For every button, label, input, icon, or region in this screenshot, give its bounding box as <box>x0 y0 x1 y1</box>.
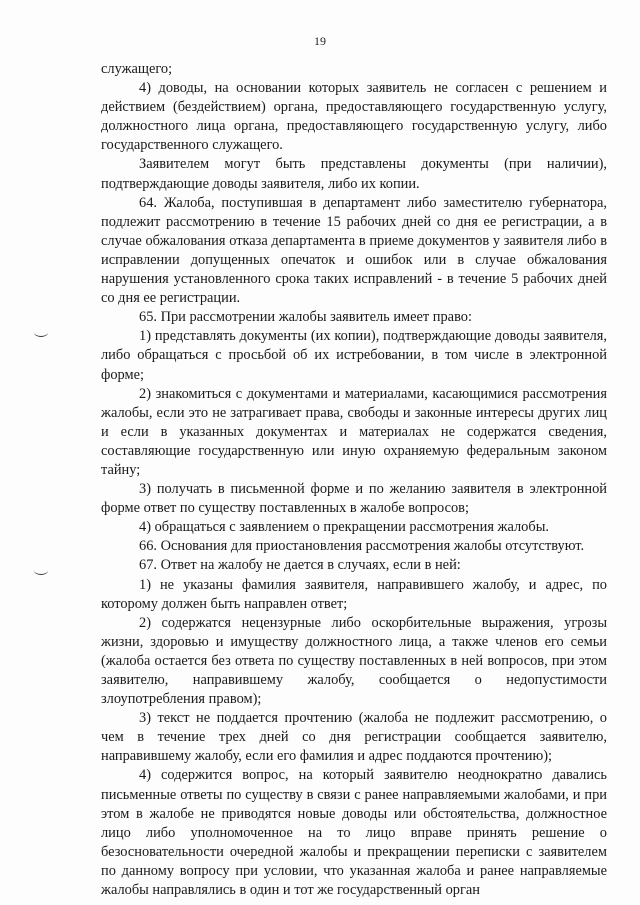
paragraph: служащего; <box>101 61 173 77</box>
margin-mark <box>34 566 48 575</box>
paragraph: 2) содержатся нецензурные либо оскорбительные выражения, угрозы жизни, здоровью и имуществу должностного лица, а также членов его семьи (жалоба остается без ответа по существу поставленных в ней вопросов, при этом заявителю, направившему жалобу, сообщается о недопустимости злоупотребления правом); <box>101 614 607 708</box>
paragraph: 1) представлять документы (их копии), подтверждающие доводы заявителя, либо обращаться с просьбой об их истребовании, в том числе в электронной форме; <box>101 328 607 383</box>
margin-mark <box>34 328 48 337</box>
paragraph: 67. Ответ на жалобу не дается в случаях, если в ней: <box>139 557 461 574</box>
paragraph: 66. Основания для приостановления рассмотрения жалобы отсутствуют. <box>139 538 585 555</box>
paragraph: 64. Жалоба, поступившая в департамент либо заместителю губернатора, подлежит рассмотрению в течение 15 рабочих дней со дня ее регистрации, а в случае обжалования отказа департамента в приеме документов у заявителя либо в исправлении допущенных опечаток и ошибок или в случае обжалования нарушения установленного срока таких исправлений - в течение 5 рабочих дней со дня ее регистрации. <box>101 194 607 307</box>
paragraph: 4) доводы, на основании которых заявитель не согласен с решением и действием (бездействием) органа, предоставляющего государственную услугу, должностного лица органа, предоставляющего государственную услугу, либо государственного служащего. <box>101 80 607 154</box>
paragraph: 4) содержится вопрос, на который заявителю неоднократно давались письменные ответы по существу в связи с ранее направляемыми жалобами, и при этом в жалобе не приводятся новые доводы или обстоятельства, должностное лицо либо уполномоченное на то лицо вправе принять решение о безосновательности очередной жалобы и прекращении переписки с заявителем по данному вопросу при условии, что указанная жалоба и ранее направляемые жалобы направлялись в один и тот же государственный орган <box>101 767 607 899</box>
paragraph: 65. При рассмотрении жалобы заявитель имеет право: <box>139 309 472 326</box>
paragraph: Заявителем могут быть представлены документы (при наличии), подтверждающие доводы заявителя, либо их копии. <box>101 156 607 192</box>
page-number: 19 <box>314 34 326 48</box>
paragraph: 3) текст не поддается прочтению (жалоба не подлежит рассмотрению, о чем в течение трех дней со дня регистрации сообщается заявителю, направившему жалобу, если его фамилия и адрес поддаются прочтению); <box>101 710 607 765</box>
paragraph: 2) знакомиться с документами и материалами, касающимися рассмотрения жалобы, если это не затрагивает права, свободы и законные интересы других лиц и если в указанных документах и материалах не содержатся сведения, составляющие государственную или иную охраняемую федеральным законом тайну; <box>101 385 607 478</box>
paragraph: 1) не указаны фамилия заявителя, направившего жалобу, и адрес, по которому должен быть направлен ответ; <box>101 576 607 612</box>
paragraph: 4) обращаться с заявлением о прекращении рассмотрения жалобы. <box>139 519 549 536</box>
document-body <box>101 60 607 900</box>
paragraph: 3) получать в письменной форме и по желанию заявителя в электронной форме ответ по существу поставленных в жалобе вопросов; <box>101 481 607 517</box>
